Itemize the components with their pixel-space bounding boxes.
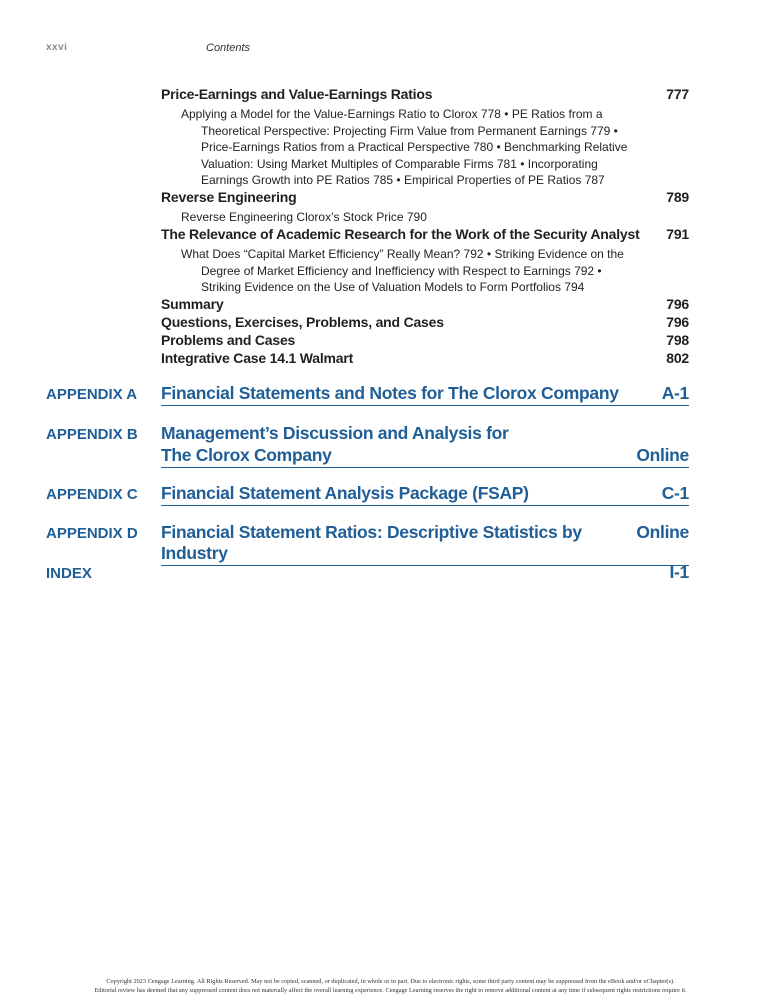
toc-entry-page: 802 [666, 350, 689, 366]
subentry-line: Theoretical Perspective: Projecting Firm Value from Permanent Earnings 779 • [201, 123, 618, 138]
appendix-a-entry[interactable] [161, 383, 689, 406]
toc-entry[interactable] [161, 332, 689, 348]
appendix-page: C-1 [661, 483, 689, 503]
toc-subentries [181, 246, 651, 296]
toc-entry-title: The Relevance of Academic Research for the Work of the Security Analyst [161, 226, 640, 242]
subentry-line: What Does “Capital Market Efficiency” Really Mean? 792 • Striking Evidence on the [181, 247, 624, 261]
copyright-line2: Editorial review has deemed that any suppressed content does not materially affect the overall learning experience. Cengage Learning reserves the right to remove additional content at any time if subsequent rights restrictions require it. [94, 986, 687, 994]
appendix-b-label: APPENDIX B [46, 426, 138, 443]
appendix-b-entry[interactable] [161, 423, 689, 468]
toc-entry-page: 796 [666, 314, 689, 330]
subentry-line: Reverse Engineering Clorox’s Stock Price 790 [181, 210, 427, 224]
subentry-line: Striking Evidence on the Use of Valuation Models to Form Portfolios 794 [201, 280, 585, 295]
toc-entry-title: Questions, Exercises, Problems, and Cases [161, 314, 444, 330]
appendix-title-line1: Management’s Discussion and Analysis for [161, 423, 509, 443]
toc-entry-page: 796 [666, 296, 689, 312]
appendix-title: Financial Statement Analysis Package (FSAP) [161, 483, 529, 503]
toc-entry-title: Price-Earnings and Value-Earnings Ratios [161, 86, 433, 102]
toc-entry-title: Summary [161, 296, 224, 312]
toc-entry[interactable] [161, 314, 689, 330]
appendix-title: Financial Statement Ratios: Descriptive Statistics by Industry [161, 522, 582, 563]
index-entry[interactable] [161, 562, 689, 583]
toc-entry-page: 789 [666, 189, 689, 205]
subentry-line: Earnings Growth into PE Ratios 785 • Empirical Properties of PE Ratios 787 [201, 173, 605, 188]
appendix-c-entry[interactable] [161, 483, 689, 506]
toc-entry[interactable] [161, 226, 689, 242]
page-folio: xxvi [46, 42, 68, 53]
toc-entry-page: 791 [666, 226, 689, 242]
appendix-page: Online [636, 522, 689, 542]
appendix-a-label: APPENDIX A [46, 386, 138, 403]
index-label: INDEX [46, 565, 92, 582]
toc-entry[interactable] [161, 86, 689, 102]
toc-entry-title: Reverse Engineering [161, 189, 297, 205]
appendix-title-line2: The Clorox Company [161, 445, 332, 465]
appendix-page: Online [636, 445, 689, 465]
toc-entry[interactable] [161, 189, 689, 205]
toc-entry-title: Problems and Cases [161, 332, 296, 348]
subentry-line: Price-Earnings Ratios from a Practical Perspective 780 • Benchmarking Relative [201, 140, 628, 155]
subentry-line: Valuation: Using Market Multiples of Comparable Firms 781 • Incorporating [201, 156, 598, 171]
index-page: I-1 [669, 562, 689, 582]
toc-subentries [181, 209, 651, 226]
subentry-line: Applying a Model for the Value-Earnings Ratio to Clorox 778 • PE Ratios from a [181, 107, 603, 121]
copyright-notice [0, 978, 781, 995]
running-head: Contents [206, 42, 251, 54]
subentry-line: Degree of Market Efficiency and Inefficiency with Respect to Earnings 792 • [201, 263, 602, 278]
toc-entry-title: Integrative Case 14.1 Walmart [161, 350, 354, 366]
copyright-line1: Copyright 2023 Cengage Learning. All Rights Reserved. May not be copied, scanned, or duplicated, in whole or in part. Due to electronic rights, some third party content may be suppressed from the eBook and/or eChapter(s). [106, 978, 675, 985]
appendix-d-label: APPENDIX D [46, 525, 138, 542]
appendix-title: Financial Statements and Notes for The Clorox Company [161, 383, 619, 403]
toc-subentries [181, 106, 651, 189]
appendix-page: A-1 [661, 383, 689, 403]
appendix-d-entry[interactable] [161, 522, 689, 566]
toc-entry-page: 777 [666, 86, 689, 102]
toc-entry[interactable] [161, 350, 689, 366]
appendix-c-label: APPENDIX C [46, 486, 138, 503]
toc-entry-page: 798 [666, 332, 689, 348]
toc-entry[interactable] [161, 296, 689, 312]
